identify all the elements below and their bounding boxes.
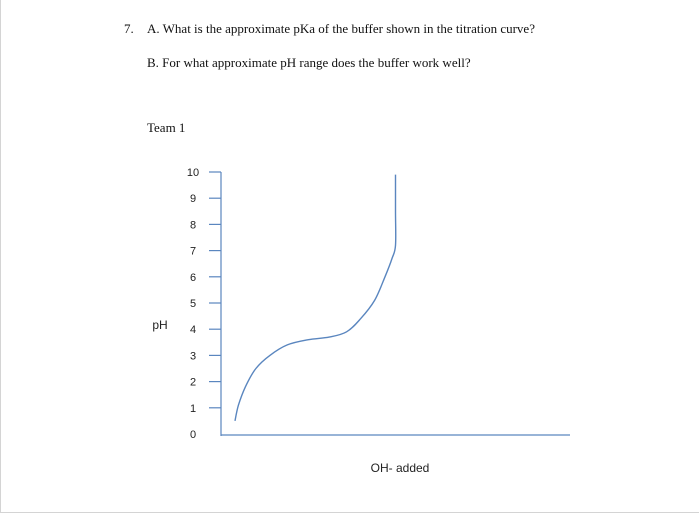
y-axis-label: pH xyxy=(152,318,168,332)
y-tick-label: 0 xyxy=(189,429,197,441)
y-tick-label: 4 xyxy=(189,324,197,337)
y-tick-label: 1 xyxy=(189,402,197,415)
question-part-a: A. What is the approximate pKa of the buffer shown in the titration curve? xyxy=(147,21,535,36)
question-number: 7. xyxy=(124,21,134,36)
y-tick-label: 8 xyxy=(189,219,197,232)
y-axis xyxy=(209,172,221,436)
y-tick-label: 7 xyxy=(189,245,197,258)
y-tick-label: 10 xyxy=(186,167,200,179)
y-tick-label: 9 xyxy=(189,193,197,206)
team-label: Team 1 xyxy=(147,120,186,135)
y-tick-label: 2 xyxy=(189,376,197,389)
x-axis-label: OH- added xyxy=(370,461,430,475)
y-tick-labels xyxy=(187,167,199,441)
titration-curve-line xyxy=(235,175,396,421)
y-tick-label: 6 xyxy=(189,271,197,284)
question-part-b: B. For what approximate pH range does the buffer work well? xyxy=(147,55,471,70)
y-tick-label: 3 xyxy=(189,350,197,363)
y-tick-label: 5 xyxy=(189,298,197,310)
